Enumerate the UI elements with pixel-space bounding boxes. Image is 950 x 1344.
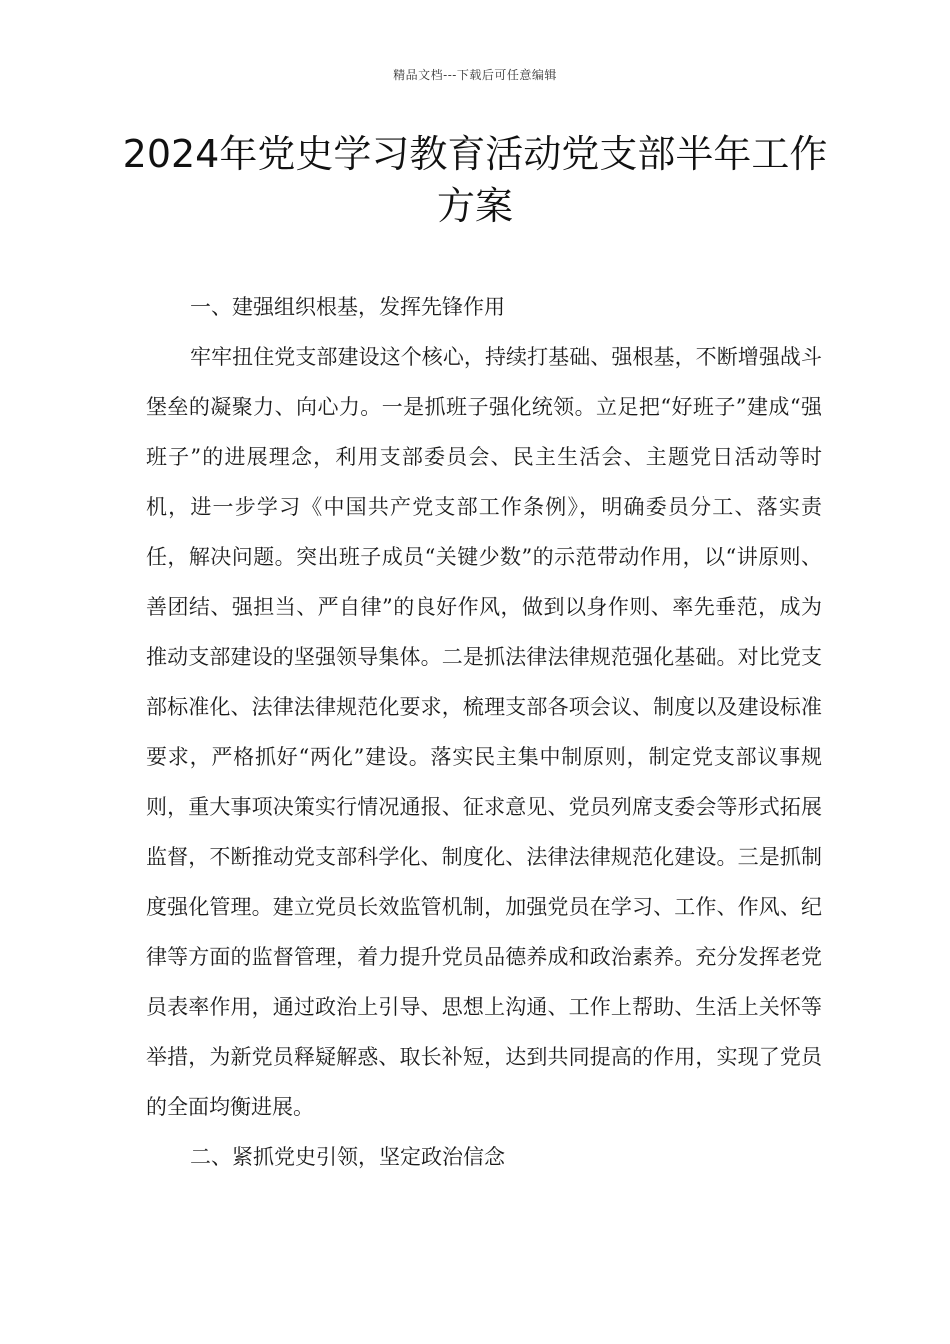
document-body bbox=[146, 282, 822, 1182]
document-title: 2024年党史学习教育活动党支部半年工作方案 bbox=[122, 132, 828, 228]
section-heading-2: 二、紧抓党史引领，坚定政治信念 bbox=[190, 1145, 505, 1169]
section-heading-1: 一、建强组织根基，发挥先锋作用 bbox=[190, 295, 505, 319]
section-paragraph-1: 牢牢扭住党支部建设这个核心，持续打基础、强根基，不断增强战斗堡垒的凝聚力、向心力。一是抓班子强化统领。立足把“好班子”建成“强班子”的进展理念，利用支部委员会、民主生活会、主题党日活动等时机，进一步学习《中国共产党支部工作条例》，明确委员分工、落实责任，解决问题。突出班子成员“关键少数”的示范带动作用，以“讲原则、善团结、强担当、严自律”的良好作风，做到以身作则、率先垂范，成为推动支部建设的坚强领导集体。二是抓法律法律规范强化基础。对比党支部标准化、法律法律规范化要求，梳理支部各项会议、制度以及建设标准要求，严格抓好“两化”建设。落实民主集中制原则，制定党支部议事规则，重大事项决策实行情况通报、征求意见、党员列席支委会等形式拓展监督，不断推动党支部科学化、制度化、法律法律规范化建设。三是抓制度强化管理。建立党员长效监管机制，加强党员在学习、工作、作风、纪律等方面的监督管理，着力提升党员品德养成和政治素养。充分发挥老党员表率作用，通过政治上引导、思想上沟通、工作上帮助、生活上关怀等举措，为新党员释疑解惑、取长补短，达到共同提高的作用，实现了党员的全面均衡进展。 bbox=[146, 345, 822, 1119]
header-note: 精品文档---下载后可任意编辑 bbox=[393, 68, 557, 82]
